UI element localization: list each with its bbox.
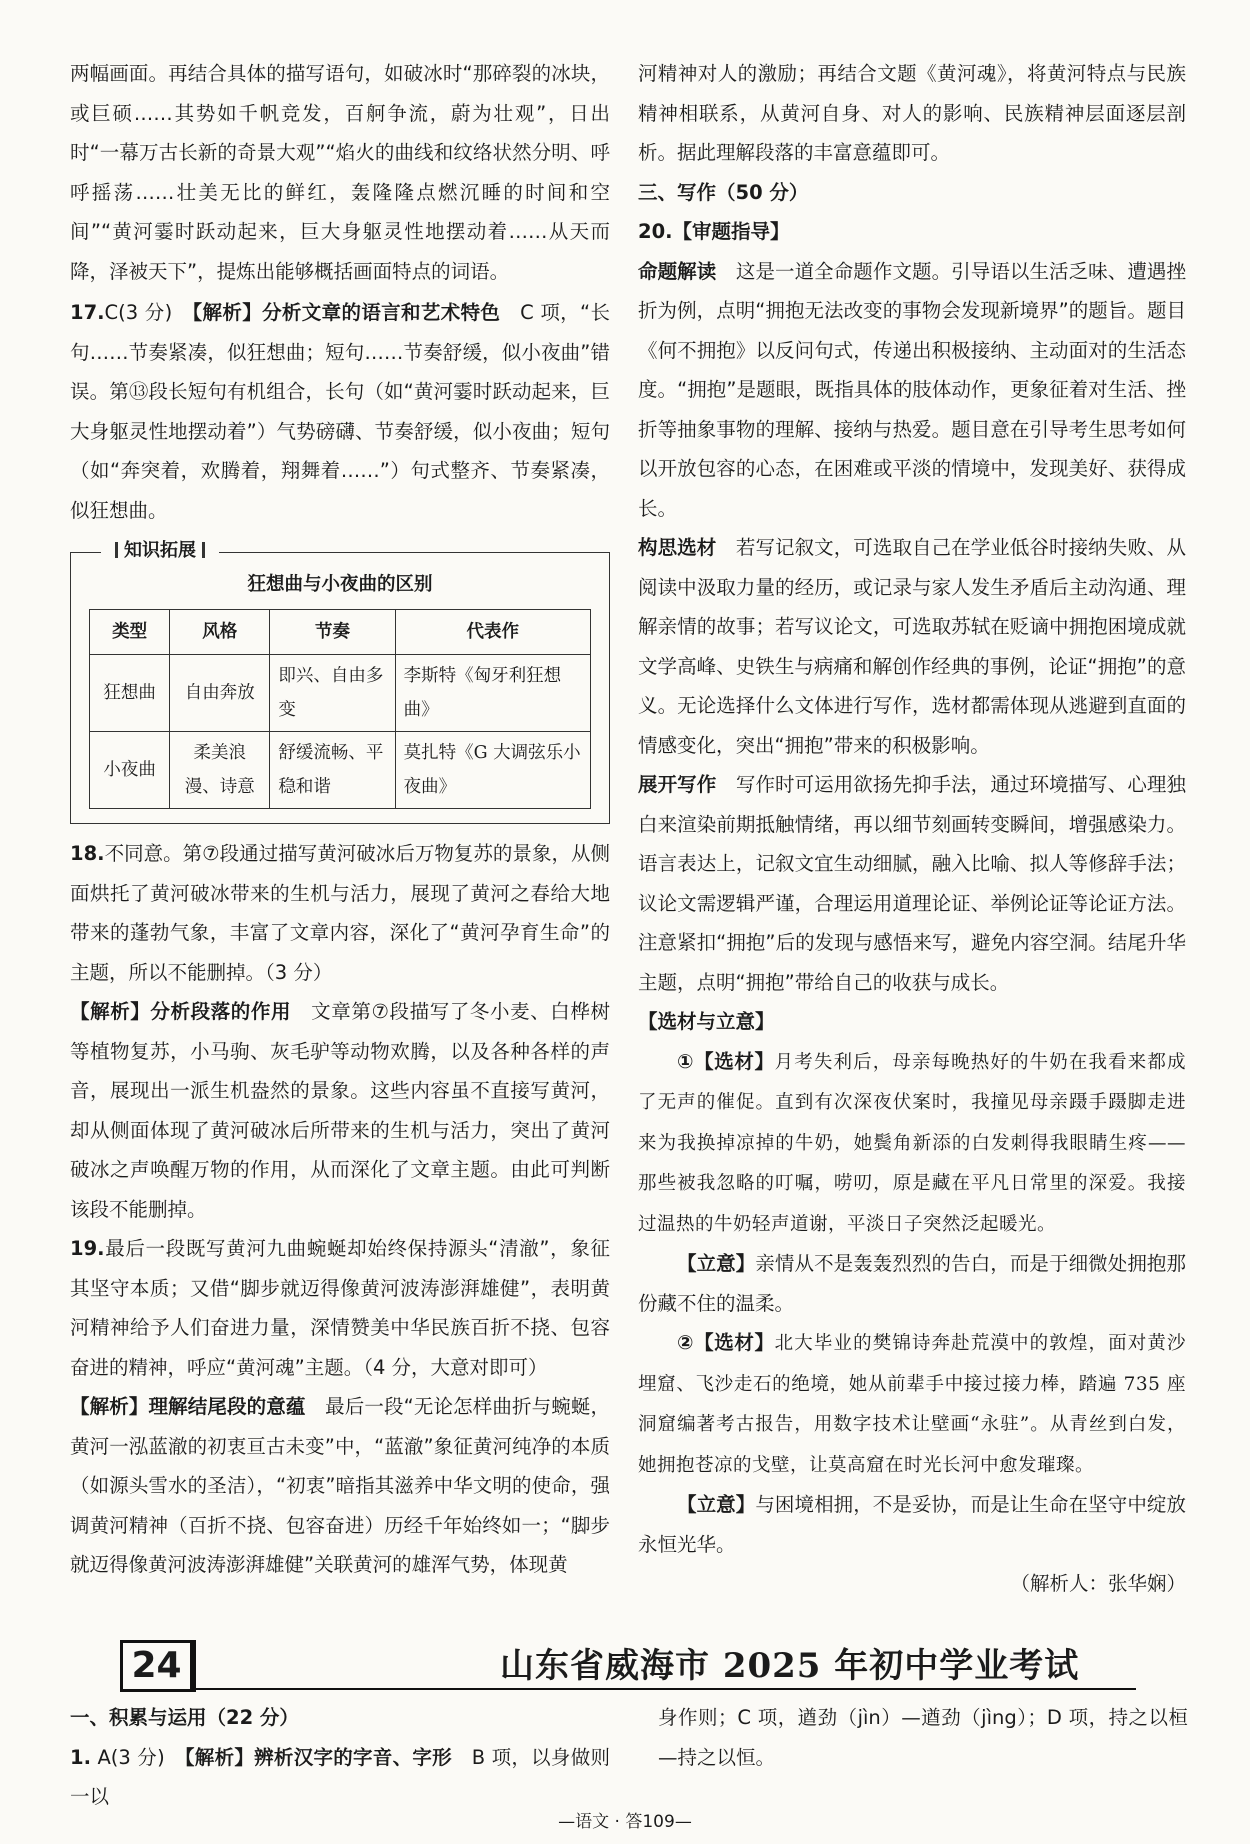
left-column [70,54,610,1585]
material-1-tag: ①【选材】 [677,1049,775,1073]
q1-text: B 项，以身做则一以 [70,1745,610,1808]
section-writing-heading: 三、写作（50 分） [638,180,809,204]
q17-analysis-tag: 【解析】分析文章的语言和艺术特色 [192,301,501,324]
table-header: 风格 [170,610,270,655]
material-1 [638,1042,1186,1245]
q19-number: 19. [70,1237,105,1260]
q1-answer: A(3 分) [97,1745,165,1769]
question-1 [70,1738,610,1817]
theme-1-tag: 【立意】 [677,1252,756,1275]
mingti-label: 命题解读 [638,259,717,283]
table-cell: 狂想曲 [90,655,170,732]
section-1-heading: 一、积累与运用（22 分） [70,1706,299,1729]
bottom-right-block [658,1698,1188,1777]
mingti-text: 这是一道全命题作文题。引导语以生活乏味、遭遇挫折为例，点明“拥抱无法改变的事物会发现新境界”的题旨。题目《何不拥抱》以反问句式，传递出积极接纳、主动面对的生活态度。“拥抱”是题眼，既指具体的肢体动作，更象征着对生活、挫折等抽象事物的理解、接纳与热爱。题目意在引导考生思考如何以开放包容的心态，在困难或平淡的情境中，发现美好、获得成长。 [638,259,1186,520]
q18-text: 不同意。第⑦段通过描写黄河破冰后万物复苏的景象，从侧面烘托了黄河破冰带来的生机与活力，展现了黄河之春给大地带来的蓬勃气象，丰富了文章内容，深化了“黄河孕育生命”的主题，所以不能删掉。（3 分） [70,842,610,984]
q19-analysis [70,1387,610,1585]
bottom-left-block [70,1698,610,1817]
knowledge-label: 知识拓展 [101,538,219,564]
q20-number: 20. [638,220,673,243]
q1-number: 1. [70,1745,91,1769]
right-column [638,54,1186,1604]
q18-number: 18. [70,842,105,865]
table-cell: 自由奔放 [170,655,270,732]
q19-analysis-text: 最后一段“无论怎样曲折与蜿蜒，黄河一泓蓝澈的初衷亘古未变”中，“蓝澈”象征黄河纯净的本质（如源头雪水的圣洁），“初衷”暗指其滋养中华文明的使命，强调黄河精神（百折不挠、包容奋进）历经千年始终如一；“脚步就迈得像黄河波涛澎湃雄健”关联黄河的雄浑气势，体现黄 [70,1395,610,1576]
q1-continued: 身作则；C 项，遒劲（jìn）—遒劲（jìng）；D 项，持之以桓—持之以恒。 [658,1706,1188,1769]
material-2-text: 北大毕业的樊锦诗奔赴荒漠中的敦煌，面对黄沙埋窟、飞沙走石的绝境，她从前辈手中接过接力棒，踏遍 735 座洞窟编著考古报告，用数字技术让壁画“永驻”。从青丝到白发，她拥抱苍凉的戈壁，让莫高窟在时光长河中愈发璀璨。 [638,1333,1186,1476]
q20-guide-tag: 【审题指导】 [672,220,790,243]
page-footer: —语文 · 答109— [558,1812,692,1832]
author-credit: （解析人：张华娴） [1010,1572,1186,1595]
xuancai-heading: 【选材与立意】 [638,1010,775,1033]
table-row [90,655,591,732]
zhankai-label: 展开写作 [638,773,717,796]
theme-2-tag: 【立意】 [677,1493,756,1516]
q18-analysis-text: 文章第⑦段描写了冬小麦、白桦树等植物复苏，小马驹、灰毛驴等动物欢腾，以及各种各样的声音，展现出一派生机盎然的景象。这些内容虽不直接写黄河，却从侧面体现了黄河破冰后所带来的生机与活力，突出了黄河破冰之声唤醒万物的作用，从而深化了文章主题。由此可判断该段不能删掉。 [70,1000,610,1221]
table-cell: 即兴、自由多变 [270,655,395,732]
table-cell: 舒缓流畅、平稳和谐 [270,732,395,809]
material-1-text: 月考失利后，母亲每晚热好的牛奶在我看来都成了无声的催促。直到有次深夜伏案时，我撞见母亲蹑手蹑脚走进来为我换掉凉掉的牛奶，她鬓角新添的白发刺得我眼睛生疼——那些被我忽略的叮嘱，唠叨，原是藏在平凡日常里的深爱。我接过温热的牛奶轻声道谢，平淡日子突然泛起暖光。 [638,1051,1186,1235]
table-cell: 李斯特《匈牙利狂想曲》 [395,655,590,732]
q19-analysis-tag: 【解析】理解结尾段的意蕴 [70,1395,306,1418]
q17-answer: C(3 分) [104,301,173,324]
exam-banner [120,1640,1130,1700]
theme-1-text: 亲情从不是轰轰烈烈的告白，而是于细微处拥抱那份藏不住的温柔。 [638,1252,1186,1315]
table-header: 类型 [90,610,170,655]
banner-rule [196,1688,1136,1690]
zhankai-paragraph [638,765,1186,1002]
knowledge-table-title: 狂想曲与小夜曲的区别 [247,574,433,595]
table-row [90,732,591,809]
theme-2 [638,1485,1186,1564]
mingti-paragraph [638,252,1186,529]
knowledge-table [89,609,591,809]
question-20-heading [638,212,1186,252]
material-2-tag: ②【选材】 [677,1331,775,1354]
question-19 [70,1229,610,1387]
question-18 [70,834,610,992]
gousi-text: 若写记叙文，可选取自己在学业低谷时接纳失败、从阅读中汲取力量的经历，或记录与家人发生矛盾后主动沟通、理解亲情的故事；若写议论文，可选取苏轼在贬谪中拥抱困境成就文学高峰、史铁生与病痛和解创作经典的事例，论证“拥抱”的意义。无论选择什么文体进行写作，选材都需体现从逃避到直面的情感变化，突出“拥抱”带来的积极影响。 [638,536,1186,757]
q19-text: 最后一段既写黄河九曲蜿蜒却始终保持源头“清澈”，象征其坚守本质；又借“脚步就迈得像黄河波涛澎湃雄健”，表明黄河精神给予人们奋进力量，深情赞美中华民族百折不挠、包容奋进的精神，呼应“黄河魂”主题。（4 分，大意对即可） [70,1237,610,1379]
q17-text: C 项，“长句……节奏紧凑，似狂想曲；短句……节奏舒缓，似小夜曲”错误。第⑬段长短句有机组合，长句（如“黄河霎时跃动起来，巨大身躯灵性地摆动着”）气势磅礴、节奏舒缓，似小夜曲；短句（如“奔突着，欢腾着，翔舞着……”）句式整齐、节奏紧凑，似狂想曲。 [70,301,610,522]
q1-analysis-tag: 【解析】辨析汉字的字音、字形 [184,1745,452,1769]
exam-number-badge: 24 [120,1640,196,1692]
table-header: 代表作 [395,610,590,655]
gousi-paragraph [638,528,1186,765]
exam-title: 山东省威海市 2025 年初中学业考试 [500,1646,1080,1686]
theme-2-text: 与困境相拥，不是妥协，而是让生命在坚守中绽放永恒光华。 [638,1493,1186,1556]
knowledge-box [70,540,610,824]
q17-number: 17. [70,301,105,324]
q18-analysis [70,992,610,1229]
gousi-label: 构思选材 [638,536,717,559]
theme-1 [638,1244,1186,1323]
table-cell: 柔美浪漫、诗意 [170,732,270,809]
question-17 [70,293,610,530]
q18-analysis-tag: 【解析】分析段落的作用 [70,1000,292,1023]
intro-paragraph: 两幅画面。再结合具体的描写语句，如破冰时“那碎裂的冰块，或巨硕……其势如千帆竞发，百舸争流，蔚为壮观”，日出时“一幕万古长新的奇景大观”“焰火的曲线和纹络状然分明、呼呼摇荡……壮美无比的鲜红，轰隆隆点燃沉睡的时间和空间”“黄河霎时跃动起来，巨大身躯灵性地摆动着……从天而降，泽被天下”，提炼出能够概括画面特点的词语。 [70,62,610,283]
zhankai-text: 写作时可运用欲扬先抑手法，通过环境描写、心理独白来渲染前期抵触情绪，再以细节刻画转变瞬间，增强感染力。语言表达上，记叙文宜生动细腻，融入比喻、拟人等修辞手法；议论文需逻辑严谨，合理运用道理论证、举例论证等论证方法。注意紧扣“拥抱”后的发现与感悟来写，避免内容空洞。结尾升华主题，点明“拥抱”带给自己的收获与成长。 [638,773,1186,994]
table-cell: 小夜曲 [90,732,170,809]
table-header: 节奏 [270,610,395,655]
table-cell: 莫扎特《G 大调弦乐小夜曲》 [395,732,590,809]
material-2 [638,1323,1186,1485]
continued-paragraph: 河精神对人的激励；再结合文题《黄河魂》，将黄河特点与民族精神相联系，从黄河自身、对人的影响、民族精神层面逐层剖析。据此理解段落的丰富意蕴即可。 [638,62,1186,164]
